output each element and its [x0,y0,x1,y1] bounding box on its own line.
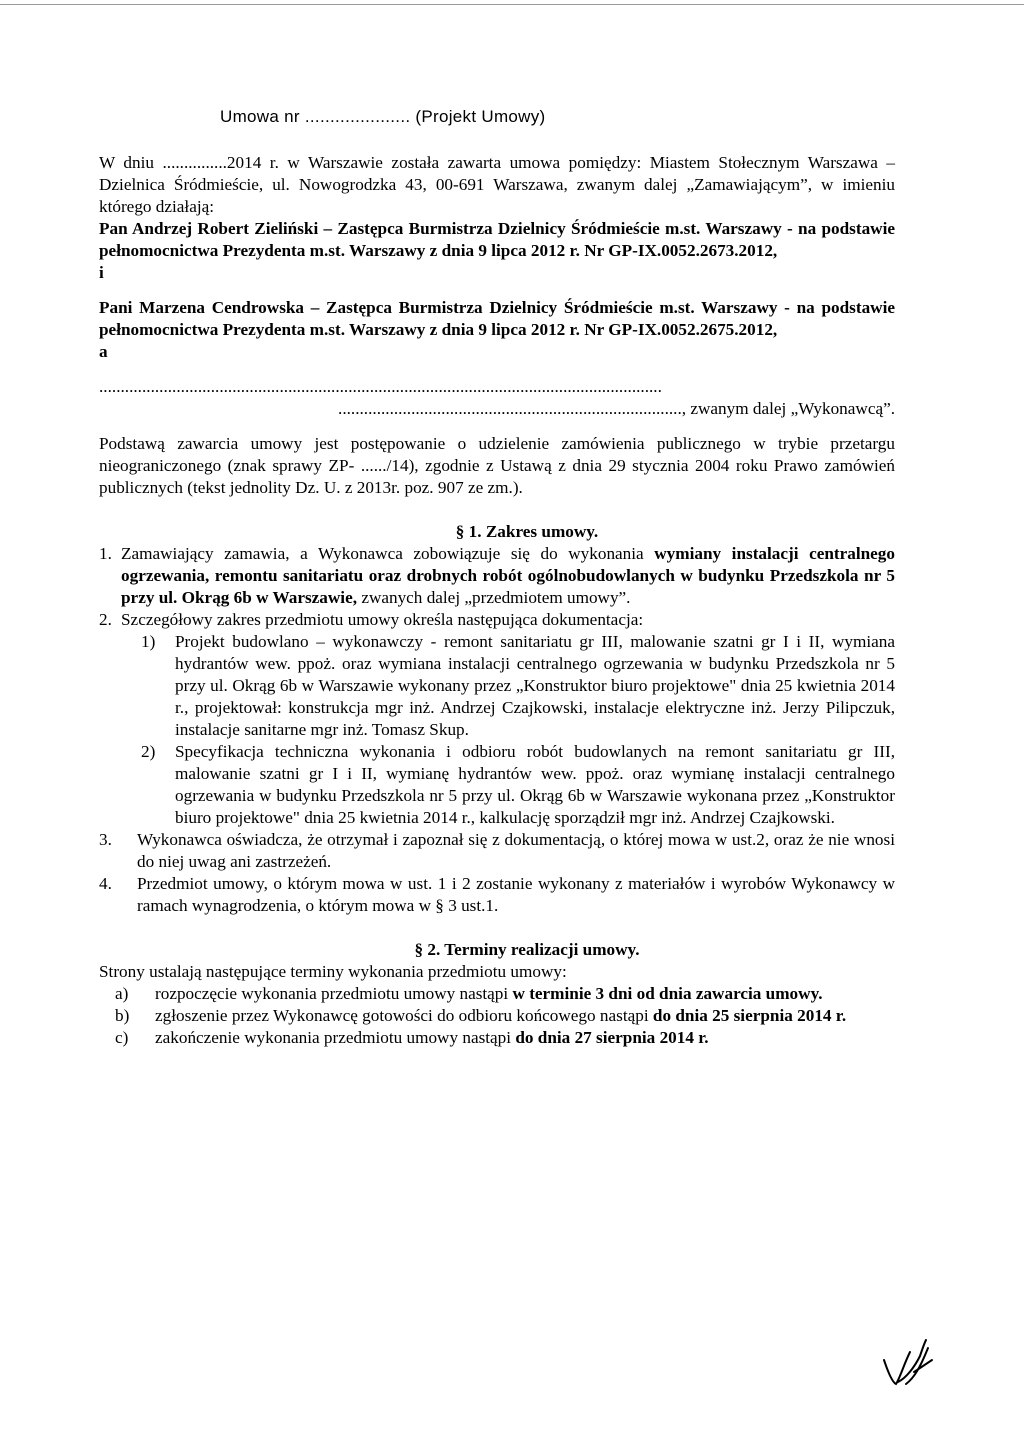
conjunction-a: a [99,342,108,361]
section-1-subitem-2 [121,741,895,829]
handwritten-initials-signature [880,1338,944,1390]
section-2-item-a [99,983,895,1005]
section-1-title: § 1. Zakres umowy. [455,522,599,541]
item-text: Przedmiot umowy, o którym mowa w ust. 1 i 2 zostanie wykonany z materiałów i wyrobów Wykonawcy w ramach wynagrodzenia, o którym mowa w § 3 ust.1. [137,874,895,915]
subitem-number: 1) [141,632,156,651]
section-1-item-2 [99,609,895,631]
document-title: Umowa nr ..................... (Projekt Umowy) [220,107,546,126]
intro-paragraph: W dniu ...............2014 r. w Warszawie została zawarta umowa pomiędzy: Miastem Stołecznym Warszawa – Dzielnica Śródmieście, ul. Nowogrodzka 43, 00-691 Warszawa, zwanym dalej „Zamawiającym”, w imieniu którego działają: [99,153,895,216]
contractor-dots-line: ................................................................................................................................... [99,377,662,396]
item-text: Zamawiający zamawia, a Wykonawca zobowiązuje się do wykonania wymiany instalacji centralnego ogrzewania, remontu sanitariatu oraz drobnych robót ogólnobudowlanych w budynku Przedszkola nr 5 przy ul. Okrąg 6b w Warszawie, zwanych dalej „przedmiotem umowy”. [121,544,895,607]
item-text: zakończenie wykonania przedmiotu umowy nastąpi do dnia 27 sierpnia 2014 r. [155,1028,709,1047]
section-2-item-b [99,1005,895,1027]
item-text: Wykonawca oświadcza, że otrzymał i zapoznał się z dokumentacją, o której mowa w ust.2, oraz że nie wnosi do niej uwag ani zastrzeżeń. [137,830,895,871]
legal-basis-paragraph: Podstawą zawarcia umowy jest postępowanie o udzielenie zamówienia publicznego w trybie przetargu nieograniczonego (znak sprawy ZP- ....../14), zgodnie z Ustawą z dnia 29 stycznia 2004 roku Prawo zamówień publicznych (tekst jednolity Dz. U. z 2013r. poz. 907 ze zm.). [99,434,895,497]
section-2-intro: Strony ustalają następujące terminy wykonania przedmiotu umowy: [99,962,567,981]
item-letter: a) [115,984,129,1003]
section-2-item-c [99,1027,895,1049]
item-letter: b) [115,1006,130,1025]
conjunction-i: i [99,263,104,282]
section-1-item-4 [99,873,895,917]
representative-2: Pani Marzena Cendrowska – Zastępca Burmistrza Dzielnicy Śródmieście m.st. Warszawy - na podstawie pełnomocnictwa Prezydenta m.st. Warszawy z dnia 9 lipca 2012 r. Nr GP-IX.0052.2675.2012, [99,298,895,339]
representative-1: Pan Andrzej Robert Zieliński – Zastępca Burmistrza Dzielnicy Śródmieście m.st. Warszawy - na podstawie pełnomocnictwa Prezydenta m.st. Warszawy z dnia 9 lipca 2012 r. Nr GP-IX.0052.2673.2012, [99,219,895,260]
item-text: zgłoszenie przez Wykonawcę gotowości do odbioru końcowego nastąpi do dnia 25 sierpnia 2014 r. [155,1006,847,1025]
subitem-text: Specyfikacja techniczna wykonania i odbioru robót budowlanych na remont sanitariatu gr III, malowanie szatni gr I i II, wymianę hydrantów wew. ppoż. oraz wymianę instalacji centralnego ogrzewania w budynku Przedszkola nr 5 przy ul. Okrąg 6b w Warszawie wykonana przez „Konstruktor biuro projektowe" dnia 25 kwietnia 2014 r., kalkulację sporządził mgr inż. Andrzej Czajkowski. [175,742,895,827]
item-number: 3. [99,830,112,849]
document-page [99,106,895,1049]
item-text: Szczegółowy zakres przedmiotu umowy określa następująca dokumentacja: [121,610,644,629]
item-letter: c) [115,1028,129,1047]
section-1-item-1 [99,543,895,609]
subitem-number: 2) [141,742,156,761]
item-number: 1. [99,544,112,563]
item-number: 2. [99,610,112,629]
section-1-subitem-1 [121,631,895,741]
subitem-text: Projekt budowlano – wykonawczy - remont sanitariatu gr III, malowanie szatni gr I i II, wymiana hydrantów wew. ppoż. oraz wymiana instalacji centralnego ogrzewania w budynku Przedszkola nr 5 przy ul. Okrąg 6b w Warszawie wykonany przez „Konstruktor biuro projektowe" dnia 25 kwietnia 2014 r., projektował: konstrukcja mgr inż. Andrzej Czajkowski, instalacje elektryczne inż. Jerzy Pilipczuk, instalacje sanitarne mgr inż. Tomasz Skup. [175,632,895,739]
section-2-title: § 2. Terminy realizacji umowy. [414,940,640,959]
section-1-item-3 [99,829,895,873]
item-number: 4. [99,874,112,893]
contractor-line: ................................................................................, zwanym dalej „Wykonawcą”. [338,399,895,418]
top-border-line [0,4,1024,5]
item-text: rozpoczęcie wykonania przedmiotu umowy nastąpi w terminie 3 dni od dnia zawarcia umowy. [155,984,823,1003]
